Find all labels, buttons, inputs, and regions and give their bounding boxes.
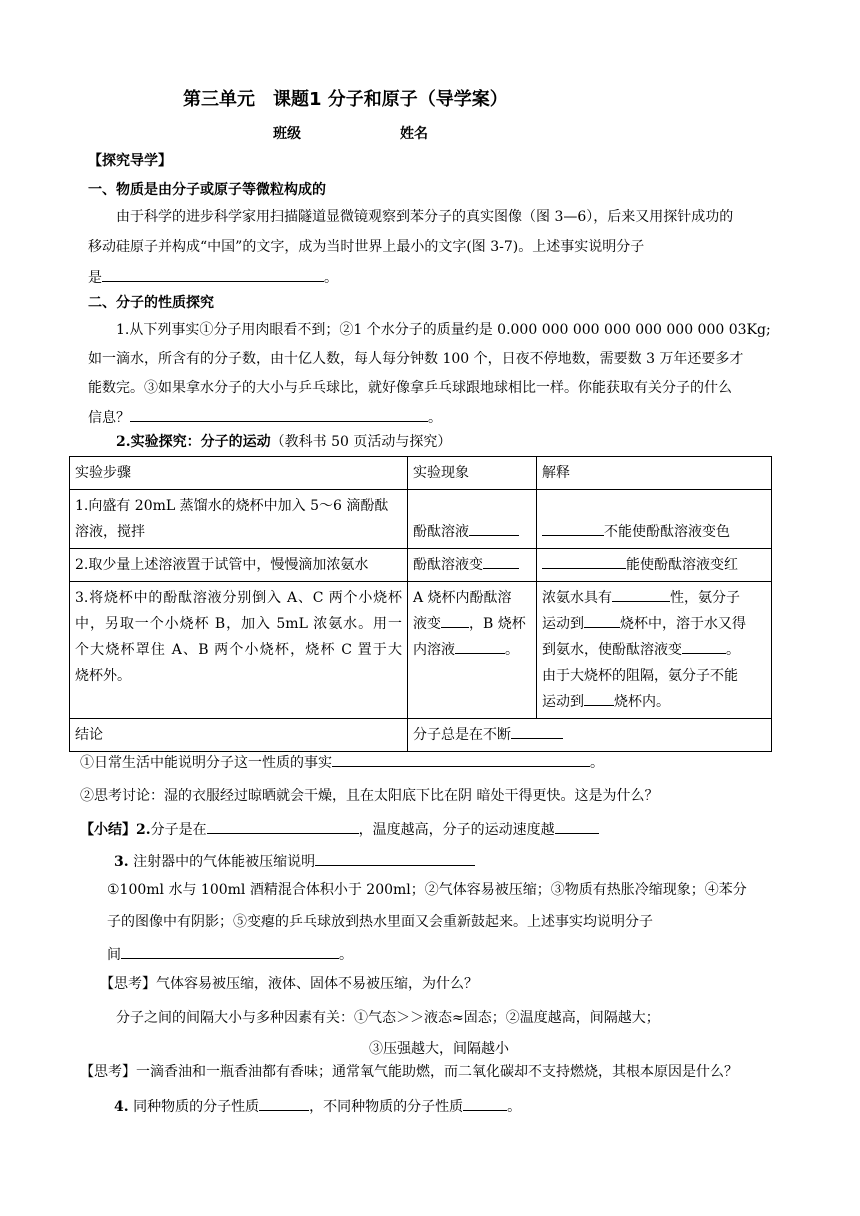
answer-blank-row1-phenomenon[interactable] xyxy=(469,520,519,536)
row3-ex-text-c: 运动到 xyxy=(542,616,584,632)
think-essence: 【思考】一滴香油和一瓶香油都有香味；通常氧气能助燃，而二氧化碳却不支持燃烧，其根本原因是什么？ xyxy=(80,1064,738,1080)
daily-fact-text: ①日常生活中能说明分子这一性质的事实 xyxy=(80,755,332,771)
answer-blank-gap[interactable] xyxy=(121,943,339,959)
row3-phenomenon-line3 xyxy=(413,637,531,663)
row2-phenomenon xyxy=(408,549,537,582)
row3-ex-text-g: 运动到 xyxy=(542,694,584,710)
q2-bold-title: 2.实验探究：分子的运动 xyxy=(116,434,271,450)
row1-phenomenon-text: 酚酞溶液 xyxy=(413,524,469,540)
table-header-row xyxy=(70,457,772,490)
summary-number: 2. xyxy=(136,822,151,838)
answer-blank-ammonia-property[interactable] xyxy=(612,586,670,602)
part1-paragraph-line2: 移动硅原子并构成“中国”的文字，成为当时世界上最小的文字(图 3-7)。上述事实说明分子 xyxy=(88,239,645,255)
q1-line4 xyxy=(88,406,442,428)
row3-ph-text-a: 液变 xyxy=(413,616,441,632)
answer-blank-info[interactable] xyxy=(130,406,428,422)
part1-prefix: 是 xyxy=(88,270,102,286)
summary-text: 分子是在 xyxy=(150,822,207,838)
row3-explain-line5 xyxy=(542,689,766,715)
row3-ex-text-a: 浓氨水具有 xyxy=(542,590,612,606)
gap-factors-line2: ③压强越大，间隔越小 xyxy=(369,1041,509,1057)
q1-prefix: 信息？ xyxy=(88,410,130,426)
row3-phenomenon-line1: A 烧杯内酚酞溶 xyxy=(413,590,512,606)
header-step: 实验步骤 xyxy=(70,457,408,490)
row1-explain-text: 不能使酚酞溶液变色 xyxy=(604,524,730,540)
facts-line2: 子的图像中有阴影；⑤变瘪的乒乓球放到热水里面又会重新鼓起来。上述事实均说明分子 xyxy=(107,914,653,930)
table-row xyxy=(70,490,772,549)
row2-phenomenon-text: 酚酞溶液变 xyxy=(413,557,483,573)
conclusion-text: 分子总是在不断 xyxy=(413,727,511,743)
section-explore-heading: 【探究导学】 xyxy=(88,153,172,169)
row3-ph-text-d: 。 xyxy=(505,642,519,658)
part2-heading: 二、分子的性质探究 xyxy=(88,295,214,311)
conclusion-label: 结论 xyxy=(70,719,408,752)
answer-blank-color[interactable] xyxy=(682,638,726,654)
row1-step-line2: 溶液，搅拌 xyxy=(75,524,145,540)
part1-suffix: 。 xyxy=(324,270,338,286)
row3-step-line4: 烧杯外。 xyxy=(75,668,131,684)
q4-suffix: 。 xyxy=(507,1099,522,1115)
answer-blank-row2-phenomenon[interactable] xyxy=(483,553,519,569)
row3-explain-line3 xyxy=(542,637,766,663)
header-explanation: 解释 xyxy=(537,457,772,490)
row3-ph-text-c: 内溶液 xyxy=(413,642,455,658)
facts-suffix: 。 xyxy=(339,947,353,963)
gap-factors-line1: 分子之间的间隔大小与多种因素有关：①气态＞＞液态≈固态；②温度越高，间隔越大； xyxy=(116,1010,660,1026)
think-compression: 【思考】气体容易被压缩，液体、固体不易被压缩，为什么？ xyxy=(100,976,478,992)
row3-explain-line1 xyxy=(542,585,766,611)
row3-ex-text-e: 到氨水，使酚酞溶液变 xyxy=(542,642,682,658)
row3-ex-text-b: 性，氨分子 xyxy=(670,590,740,606)
page-title: 第三单元 课题1 分子和原子（导学案） xyxy=(183,89,508,110)
think-discussion: ②思考讨论：湿的衣服经过晾晒就会干燥，且在太阳底下比在阴 暗处干得更快。这是为什么？ xyxy=(80,788,659,804)
row3-explanation xyxy=(537,582,772,719)
row3-ex-text-d: 烧杯中，溶于水又得 xyxy=(620,616,746,632)
conclusion-value xyxy=(408,719,772,752)
facts-prefix: 间 xyxy=(107,947,121,963)
facts-line3 xyxy=(107,943,353,965)
answer-blank-summary[interactable] xyxy=(207,818,359,834)
answer-blank-same-substance[interactable] xyxy=(259,1095,309,1111)
q4-text-a: 同种物质的分子性质 xyxy=(128,1099,260,1115)
table-row xyxy=(70,719,772,752)
part1-paragraph-line1: 由于科学的进步科学家用扫描隧道显微镜观察到苯分子的真实图像（图 3—6），后来又用探针成功的 xyxy=(116,209,734,225)
daily-fact-line xyxy=(80,751,604,773)
part1-heading: 一、物质是由分子或原子等微粒构成的 xyxy=(88,182,326,198)
row3-phenomenon xyxy=(408,582,537,719)
row2-explanation xyxy=(537,549,772,582)
answer-blank-row3-a[interactable] xyxy=(441,612,469,628)
answer-blank-syringe[interactable] xyxy=(315,850,475,866)
q1-line2: 如一滴水，所含有的分子数，由十亿人数，每人每分钟数 100 个，日夜不停地数，需要数 3 万年还要多才 xyxy=(88,351,744,367)
row1-step xyxy=(70,490,408,549)
answer-blank-row1-explain[interactable] xyxy=(542,520,604,536)
part1-paragraph-line3 xyxy=(88,266,338,288)
row1-step-line1: 1.向盛有 20mL 蒸馏水的烧杯中加入 5～6 滴酚酞 xyxy=(75,498,389,514)
daily-fact-suffix: 。 xyxy=(590,755,604,771)
answer-blank-conclusion[interactable] xyxy=(511,723,563,739)
experiment-table xyxy=(69,456,772,752)
answer-blank-molecule[interactable] xyxy=(102,266,324,282)
answer-blank-row3-b[interactable] xyxy=(455,638,505,654)
q3-number: 3. xyxy=(114,854,129,870)
q3-text: 注射器中的气体能被压缩说明 xyxy=(128,854,316,870)
answer-blank-speed[interactable] xyxy=(555,818,599,834)
answer-blank-daily-fact[interactable] xyxy=(332,751,590,767)
row3-phenomenon-line2 xyxy=(413,611,531,637)
summary-line xyxy=(80,818,599,840)
q4-line xyxy=(114,1095,521,1117)
q3-line xyxy=(114,850,475,872)
answer-blank-beaker-1[interactable] xyxy=(584,612,620,628)
table-row xyxy=(70,582,772,719)
q2-heading xyxy=(116,432,451,452)
row3-step-line2: 中，另取一个小烧杯 B，加入 5mL 浓氨水。用一 xyxy=(75,616,402,632)
class-label: 班级 xyxy=(273,126,301,142)
row1-explanation xyxy=(537,490,772,549)
answer-blank-row2-explain[interactable] xyxy=(542,553,626,569)
table-row xyxy=(70,549,772,582)
answer-blank-beaker-2[interactable] xyxy=(584,690,614,706)
row3-step-line3: 个大烧杯罩住 A、B 两个小烧杯，烧杯 C 置于大 xyxy=(75,642,402,658)
q4-number: 4. xyxy=(114,1099,129,1115)
row2-explain-text: 能使酚酞溶液变红 xyxy=(626,557,738,573)
summary-mid: ，温度越高，分子的运动速度越 xyxy=(358,822,555,838)
header-phenomenon: 实验现象 xyxy=(408,457,537,490)
q4-text-b: ，不同种物质的分子性质 xyxy=(309,1099,464,1115)
row3-ex-text-f: 。 xyxy=(726,642,740,658)
row2-step: 2.取少量上述溶液置于试管中，慢慢滴加浓氨水 xyxy=(70,549,408,582)
q1-line3: 能数完。③如果拿水分子的大小与乒乓球比，就好像拿乒乓球跟地球相比一样。你能获取有关分子的什么 xyxy=(88,380,732,396)
row3-ph-text-b: ，B 烧杯 xyxy=(469,616,526,632)
summary-label: 【小结】 xyxy=(80,822,136,838)
name-label: 姓名 xyxy=(400,126,428,142)
q2-note: （教科书 50 页活动与探究） xyxy=(270,434,452,450)
facts-line1: ①100ml 水与 100ml 酒精混合体积小于 200ml；②气体容易被压缩；③物质有热胀冷缩现象；④苯分 xyxy=(107,882,747,898)
answer-blank-different-substance[interactable] xyxy=(463,1095,507,1111)
row1-phenomenon xyxy=(408,490,537,549)
q1-suffix: 。 xyxy=(428,410,442,426)
q1-line1: 1.从下列事实①分子用肉眼看不到；②1 个水分子的质量约是 0.000 000 000 000 000 000 000 03Kg; xyxy=(116,322,771,338)
row3-step-line1: 3.将烧杯中的酚酞溶液分别倒入 A、C 两个小烧杯 xyxy=(75,590,402,606)
row3-step xyxy=(70,582,408,719)
row3-explain-line4: 由于大烧杯的阻隔，氨分子不能 xyxy=(542,668,738,684)
row3-ex-text-h: 烧杯内。 xyxy=(614,694,670,710)
row3-explain-line2 xyxy=(542,611,766,637)
